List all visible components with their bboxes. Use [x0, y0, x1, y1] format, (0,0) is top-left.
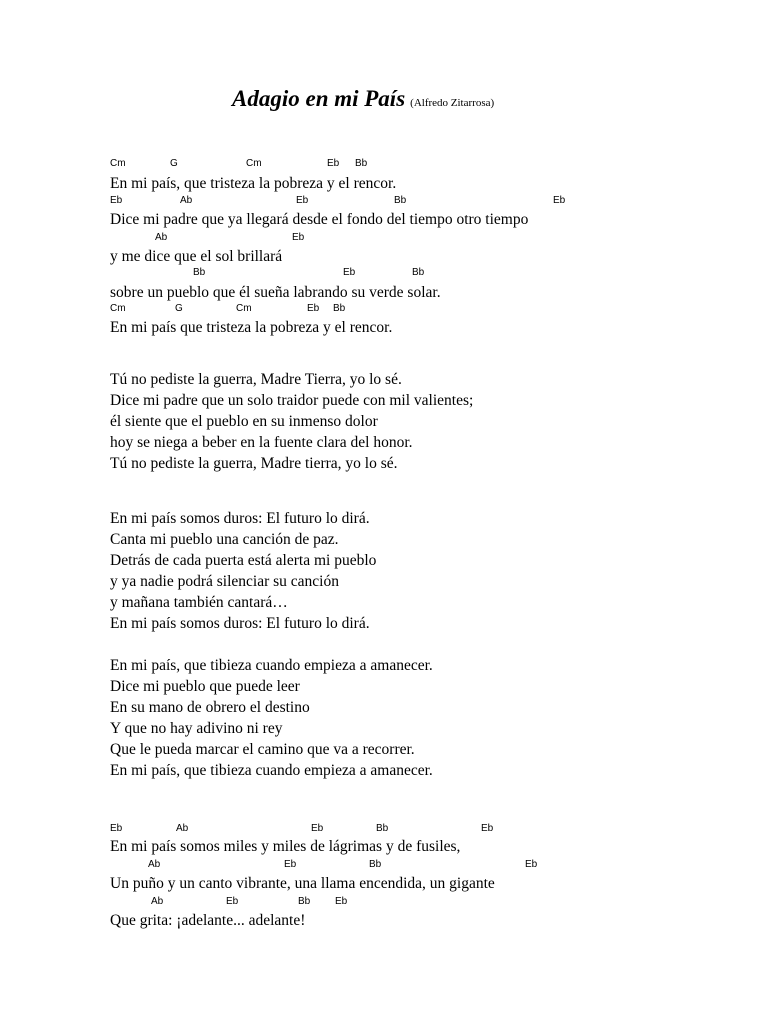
chord: Cm [236, 303, 252, 314]
chord: Eb [343, 267, 356, 278]
chord: Bb [376, 823, 389, 834]
title-text: Adagio en mi País [232, 86, 406, 111]
lyric-line: Canta mi pueblo una canción de paz. [110, 531, 339, 548]
chord: Cm [110, 158, 126, 169]
chord: Eb [226, 896, 239, 907]
lyric-line: Un puño y un canto vibrante, una llama encendida, un gigante [110, 875, 495, 892]
lyric-line: y mañana también cantará… [110, 594, 288, 611]
chord: Eb [307, 303, 320, 314]
lyric-line: Que grita: ¡adelante... adelante! [110, 912, 306, 929]
chord: Bb [369, 859, 382, 870]
chord: Ab [176, 823, 189, 834]
chord: Bb [298, 896, 311, 907]
chord: Bb [193, 267, 206, 278]
lyric-line: Detrás de cada puerta está alerta mi pueblo [110, 552, 377, 569]
song-title [232, 86, 494, 112]
chord: Ab [151, 896, 164, 907]
chord: Bb [333, 303, 346, 314]
lyric-line: En mi país somos miles y miles de lágrimas y de fusiles, [110, 838, 461, 855]
lyric-line: y me dice que el sol brillará [110, 248, 283, 265]
lyric-line: él siente que el pueblo en su inmenso dolor [110, 413, 378, 430]
chord: G [170, 158, 178, 169]
lyric-line: En mi país, que tibieza cuando empieza a amanecer. [110, 657, 433, 674]
chord: Eb [284, 859, 297, 870]
lyric-line: Dice mi padre que un solo traidor puede con mil valientes; [110, 392, 474, 409]
lyric-line: Tú no pediste la guerra, Madre tierra, yo lo sé. [110, 455, 398, 472]
lyric-line: Que le pueda marcar el camino que va a recorrer. [110, 741, 415, 758]
lyric-line: y ya nadie podrá silenciar su canción [110, 573, 339, 590]
chord: Eb [335, 896, 348, 907]
chord: Eb [327, 158, 340, 169]
lyric-line: En mi país, que tristeza la pobreza y el rencor. [110, 175, 397, 192]
chord: Ab [148, 859, 161, 870]
chord: Eb [110, 195, 123, 206]
chord: Cm [246, 158, 262, 169]
lyric-line: hoy se niega a beber en la fuente clara del honor. [110, 434, 413, 451]
chord: Cm [110, 303, 126, 314]
lyric-line: Tú no pediste la guerra, Madre Tierra, yo lo sé. [110, 371, 402, 388]
lyric-line: En su mano de obrero el destino [110, 699, 310, 716]
lyric-line: Dice mi pueblo que puede leer [110, 678, 300, 695]
author-text: (Alfredo Zitarrosa) [410, 97, 495, 109]
chord: Eb [481, 823, 494, 834]
lyric-line: En mi país que tristeza la pobreza y el rencor. [110, 319, 393, 336]
lyric-line: Dice mi padre que ya llegará desde el fondo del tiempo otro tiempo [110, 211, 529, 228]
chord: Eb [110, 823, 123, 834]
lyric-line: Y que no hay adivino ni rey [110, 720, 283, 737]
chord: Eb [296, 195, 309, 206]
chord: Bb [355, 158, 368, 169]
lyric-line: En mi país somos duros: El futuro lo dirá. [110, 615, 370, 632]
chord: Eb [311, 823, 324, 834]
lyric-line: En mi país, que tibieza cuando empieza a amanecer. [110, 762, 433, 779]
chord: Eb [553, 195, 566, 206]
chord: Eb [525, 859, 538, 870]
chord: G [175, 303, 183, 314]
chord: Eb [292, 232, 305, 243]
chord: Ab [180, 195, 193, 206]
chord: Bb [394, 195, 407, 206]
chord: Ab [155, 232, 168, 243]
lyric-line: En mi país somos duros: El futuro lo dirá. [110, 510, 370, 527]
lyric-line: sobre un pueblo que él sueña labrando su verde solar. [110, 284, 441, 301]
chord: Bb [412, 267, 425, 278]
